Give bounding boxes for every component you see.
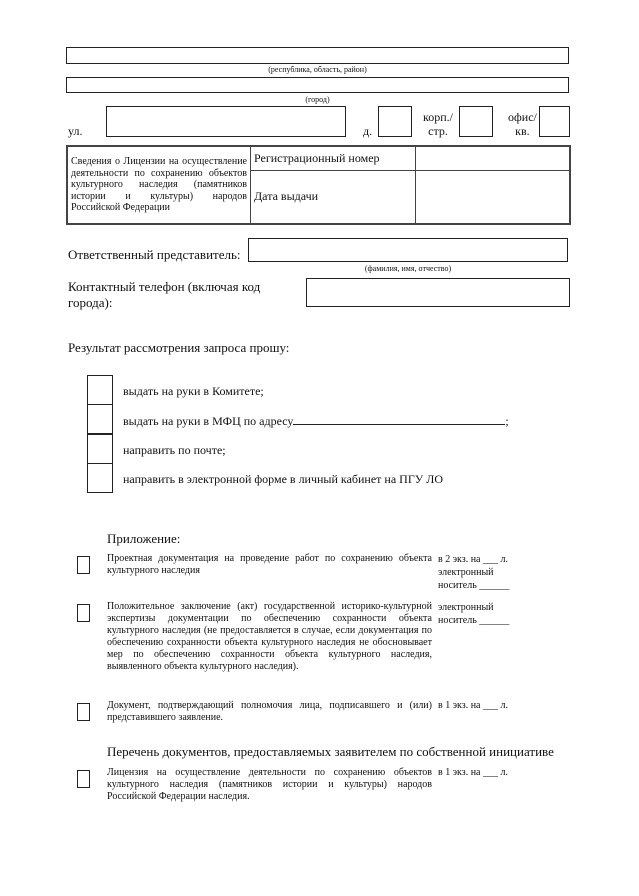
own-initiative-1-checkbox[interactable] <box>77 770 90 788</box>
house-label: д. <box>363 124 373 138</box>
option-electronic-label: направить в электронной форме в личный кабинет на ПГУ ЛО <box>123 472 444 486</box>
attachment-3-checkbox[interactable] <box>77 703 90 721</box>
attachment-1-note-line3: носитель ______ <box>438 580 510 591</box>
attachment-1-note-line1: в 2 экз. на ___ л. <box>438 554 508 565</box>
own-initiative-heading: Перечень документов, предоставляемых заявителем по собственной инициативе <box>107 744 554 759</box>
attachment-1-checkbox[interactable] <box>77 556 90 574</box>
region-caption: (республика, область, район) <box>268 65 367 74</box>
license-description: Сведения о Лицензии на осуществление деятельности по сохранению объектов культурного наследия (памятников истории и культуры) народов Российской Федерации <box>71 156 247 214</box>
attachment-3-note: в 1 экз. на ___ л. <box>438 700 508 711</box>
reg-number-label: Регистрационный номер <box>251 146 416 170</box>
attachment-2-checkbox[interactable] <box>77 604 90 622</box>
issue-date-field[interactable] <box>416 170 571 224</box>
korp-field[interactable] <box>459 106 493 137</box>
option-mail-checkbox[interactable] <box>87 434 113 464</box>
option-electronic-checkbox[interactable] <box>87 463 113 493</box>
region-field[interactable] <box>66 47 569 64</box>
street-label: ул. <box>68 124 83 138</box>
office-label-line1: офис/ <box>508 110 537 124</box>
attachment-1-text: Проектная документация на проведение работ по сохранению объекта культурного наследия <box>107 553 432 576</box>
option-committee-label: выдать на руки в Комитете; <box>123 384 264 398</box>
korp-label-line2: стр. <box>428 124 448 138</box>
office-label <box>508 110 537 138</box>
representative-field[interactable] <box>248 238 568 262</box>
own-initiative-1-note: в 1 экз. на ___ л. <box>438 767 508 778</box>
option-committee-checkbox[interactable] <box>87 375 113 405</box>
phone-label-line2: города): <box>68 295 113 310</box>
phone-label-line1: Контактный телефон (включая код <box>68 279 261 294</box>
option-mfc-checkbox[interactable] <box>87 404 113 434</box>
representative-caption: (фамилия, имя, отчество) <box>364 264 452 273</box>
attachment-1-note-line2: электронный <box>438 567 494 578</box>
own-initiative-1-text: Лицензия на осуществление деятельности по сохранению объектов культурного наследия (памятников истории и культуры) народов Российской Федерации наследия. <box>107 767 432 802</box>
representative-label: Ответственный представитель: <box>68 247 241 262</box>
city-caption: (город) <box>305 95 330 104</box>
attachment-3-text: Документ, подтверждающий полномочия лица, подписавшего и (или) представившего заявление. <box>107 700 432 723</box>
attachment-2-note <box>438 601 509 627</box>
option-mfc-label <box>123 413 509 429</box>
street-field[interactable] <box>106 106 346 137</box>
license-table <box>66 145 571 225</box>
korp-label <box>423 110 453 138</box>
option-mail-label: направить по почте; <box>123 443 226 457</box>
office-field[interactable] <box>539 106 570 137</box>
phone-field[interactable] <box>306 278 570 307</box>
attachments-heading: Приложение: <box>107 531 181 546</box>
house-field[interactable] <box>378 106 412 137</box>
mfc-address-line[interactable] <box>293 413 505 425</box>
reg-number-field[interactable] <box>416 146 571 170</box>
phone-label <box>68 279 260 311</box>
issue-date-label: Дата выдачи <box>251 170 416 224</box>
option-mfc-text: выдать на руки в МФЦ по адресу <box>123 414 294 428</box>
license-description-cell <box>67 146 251 224</box>
attachment-2-note-line1: электронный <box>438 602 494 613</box>
attachment-2-text: Положительное заключение (акт) государственной историко-культурной экспертизы документации по обеспечению сохранности объекта культурного наследия (не предоставляется в случае, если документация по обеспечению сохранности объекта культурного наследия не обосновывает мер по обеспечению сохранности объекта культурного наследия, выявленного объекта культурного наследия). <box>107 601 432 672</box>
korp-label-line1: корп./ <box>423 110 453 124</box>
office-label-line2: кв. <box>515 124 530 138</box>
attachment-1-note <box>438 553 509 592</box>
attachment-2-note-line2: носитель ______ <box>438 615 510 626</box>
option-mfc-suffix: ; <box>505 414 509 428</box>
city-field[interactable] <box>66 77 569 93</box>
result-heading: Результат рассмотрения запроса прошу: <box>68 340 290 355</box>
